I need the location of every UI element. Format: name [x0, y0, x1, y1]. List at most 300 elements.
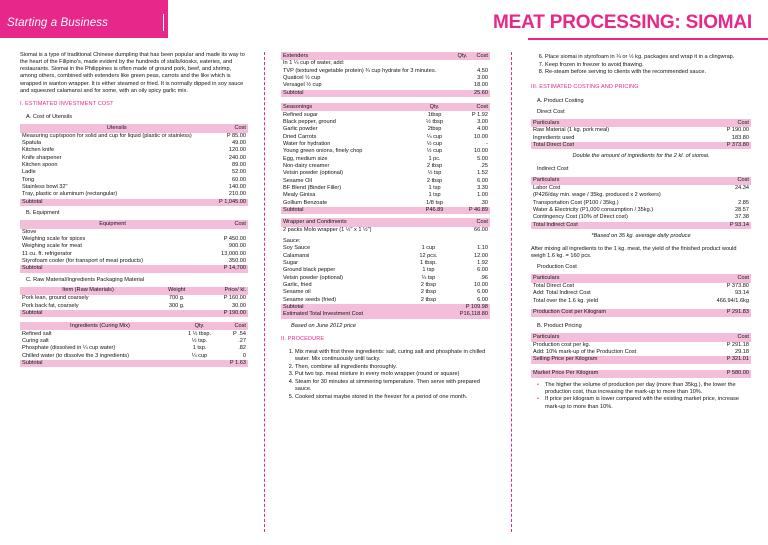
table-cell: Sesame seeds (fried): [283, 296, 337, 303]
table-cell: Spatula: [22, 140, 41, 147]
seasoning-row: [281, 141, 490, 148]
table-cell: 2 tbsp: [420, 289, 437, 296]
table-cell: 93.14: [735, 290, 749, 297]
market-price-value: P 580.00: [726, 370, 749, 377]
curing-row: [20, 330, 248, 337]
seasoning-row: [281, 170, 490, 177]
table-cell: Vetsin powder (optional): [283, 170, 344, 177]
banner-divider: [163, 14, 164, 31]
table-cell: 700 g.: [168, 295, 185, 302]
column-header: Cost: [444, 218, 490, 226]
per-kg-value: P 291.83: [726, 309, 749, 316]
table-cell: 0: [242, 352, 246, 359]
utensil-row: [20, 155, 248, 162]
table-cell: Vetsin powder (optional): [283, 274, 344, 281]
utensil-row: [20, 140, 248, 147]
procedure-step: 1. Mix meat with first three ingredients: salt, curing salt and phosphate in chilled water. Mix continuously until tacky.: [295, 349, 490, 363]
subtotal-label: Subtotal: [281, 90, 455, 97]
table-cell: ¼ cup: [426, 133, 443, 140]
subsection-heading: B. Equipment: [26, 210, 60, 217]
utensil-row: [20, 169, 248, 176]
table-cell: .25: [480, 162, 488, 169]
table-cell: ¼ tsp: [421, 274, 436, 281]
utensil-row: [20, 177, 248, 184]
table-cell: [413, 227, 444, 234]
total-value: P 373.80: [697, 142, 751, 149]
table-cell: 183.80: [731, 134, 749, 141]
table-cell: TVP (textured vegetable protein) ¾ cup hydrate for 3 minutes.: [283, 67, 437, 74]
table-cell: Ground black pepper: [283, 267, 336, 274]
column-header: Qty.: [455, 52, 470, 60]
table-cell: Black pepper, ground: [283, 118, 336, 125]
table-cell: 6.00: [477, 267, 488, 274]
table-cell: 1.00: [477, 192, 488, 199]
table-cell: Young green onions, finely chop: [283, 148, 363, 155]
table-cell: 60.00: [232, 176, 246, 183]
table-cell: Sugar: [283, 259, 298, 266]
utensil-row: [20, 133, 248, 140]
direct-cost-row: [531, 135, 751, 142]
table-cell: Transportation Cost (P100 / 35kg.): [533, 199, 619, 206]
price-basis-note: Based on June 2012 price: [291, 322, 356, 329]
table-cell: 1 cup: [421, 245, 436, 252]
seasoning-row: [281, 133, 490, 140]
sauce-row: [281, 289, 490, 296]
table-cell: Water for hydration: [283, 140, 331, 147]
market-price-bar: [531, 370, 751, 378]
table-cell: Contingency Cost (10% of Direct cost): [533, 214, 628, 221]
sauce-row: [281, 260, 490, 267]
utensils-table: [20, 124, 248, 206]
column-header: Particulars: [531, 274, 675, 282]
table-cell: Stove: [22, 228, 37, 235]
column-divider: [511, 52, 512, 532]
seasoning-row: [281, 148, 490, 155]
subsection-heading: C. Raw Material/Ingredients Packaging Material: [26, 276, 145, 283]
table-cell: 120.00: [228, 147, 246, 154]
subtotal-value: P 1,045.00: [214, 199, 249, 206]
table-cell: .82: [238, 345, 246, 352]
column-2: [281, 52, 490, 402]
table-cell: P 160.00: [223, 295, 246, 302]
sauce-row: [281, 297, 490, 304]
table-cell: 140.00: [228, 184, 246, 191]
subtotal-value: 25.60: [470, 90, 490, 97]
total-label: Total Direct Cost: [531, 142, 697, 149]
table-cell: 1/8 tsp: [426, 199, 443, 206]
column-header: Qty.: [417, 103, 452, 111]
procedure-step: 7. Keep frozen in freezer to avoid thawing.: [545, 62, 751, 69]
table-cell: [455, 60, 470, 67]
indirect-cost-row: [531, 199, 751, 206]
seasoning-row: [281, 185, 490, 192]
subtotal-value: P 46.89: [452, 207, 490, 214]
subtotal-value: P 190.00: [197, 310, 248, 317]
pricing-table: [531, 333, 751, 363]
equipment-row: [20, 243, 248, 250]
direct-cost-note: Double the amount of ingredients for the 2 kl. of siomai.: [572, 153, 710, 160]
table-cell: Ingredients used: [533, 134, 575, 141]
table-cell: P 190.00: [726, 127, 749, 134]
table-cell: 6.00: [477, 177, 488, 184]
sauce-row: [281, 282, 490, 289]
curing-row: [20, 353, 248, 360]
utensil-row: [20, 147, 248, 154]
table-cell: ½ tbsp: [426, 118, 443, 125]
subtotal-label: Subtotal: [281, 207, 417, 214]
table-cell: 3.00: [477, 118, 488, 125]
section-banner: [0, 0, 168, 38]
column-header: Qty.: [180, 322, 219, 330]
column-header: Equipment: [20, 220, 205, 228]
table-cell: Pork back fat, coarsely: [22, 302, 79, 309]
table-cell: P 373.80: [726, 282, 749, 289]
table-cell: Weighing scale for spices: [22, 235, 86, 242]
table-cell: Measuring cup/spoon for solid and cup for liquid (plastic or stainless): [22, 132, 192, 139]
extender-row: [281, 60, 490, 67]
selling-price-value: P 321.01: [708, 356, 751, 363]
table-cell: 2 packs Molo wrapper (1 ½" x 1 ½"): [283, 226, 372, 233]
table-cell: 29.18: [735, 349, 749, 356]
procedure-step: 5. Cooked siomai maybe stored in the freezer for a period of one month.: [295, 394, 490, 401]
table-cell: 49.00: [232, 140, 246, 147]
table-cell: 1 pc.: [428, 155, 441, 162]
table-cell: Water & Electricity (P1,000 consumption / 35kg.): [533, 206, 654, 213]
procedure-step: 4. Steam for 30 minutes at simmering temperature. Then serve with prepared sauce.: [295, 379, 490, 393]
column-header: Cost: [718, 177, 751, 185]
total-investment-label: Estimated Total Investment Cost: [281, 311, 413, 318]
table-cell: [455, 75, 470, 82]
column-header: Cost: [452, 103, 490, 111]
column-header: Wrapper and Condiments: [281, 218, 413, 226]
table-cell: Gollium Benzoate: [283, 199, 328, 206]
table-cell: Soy Sauce: [283, 245, 311, 252]
production-cost-per-kg: [531, 309, 751, 317]
sauce-label: Sauce:: [283, 237, 301, 244]
utensil-row: [20, 162, 248, 169]
table-cell: 1 ½ tbsp.: [188, 330, 212, 337]
production-cost-table: [531, 274, 751, 304]
table-cell: ¼ cup: [191, 352, 208, 359]
table-cell: 28.57: [735, 206, 749, 213]
pricing-row: [531, 342, 751, 349]
table-cell: Refined salt: [22, 330, 52, 337]
table-cell: Refined sugar: [283, 111, 318, 118]
subtotal-label: Subtotal: [20, 199, 214, 206]
table-cell: Versagel ½ cup: [283, 82, 322, 89]
table-cell: Knife sharpener: [22, 154, 62, 161]
column-header: Cost: [470, 52, 490, 60]
table-cell: 10.00: [474, 133, 488, 140]
subtotal-label: Subtotal: [20, 360, 180, 367]
table-cell: Mealy Ginisa: [283, 192, 316, 199]
table-cell: Add: 10% mark-up of the Production Cost: [533, 349, 637, 356]
table-cell: Total Direct Cost: [533, 282, 575, 289]
table-cell: .27: [238, 337, 246, 344]
table-cell: ½ cup: [426, 140, 443, 147]
seasoning-row: [281, 192, 490, 199]
section-heading: III. ESTIMATED COSTING AND PRICING: [531, 84, 639, 91]
table-cell: Raw Material (1 kg. pork meal): [533, 127, 610, 134]
seasoning-row: [281, 126, 490, 133]
seasoning-row: [281, 200, 490, 207]
raw-material-row: [20, 302, 248, 309]
utensil-row: [20, 191, 248, 198]
table-cell: Labor Cost (P426/day min. wage / 35kg. produced x 2 workers): [533, 185, 661, 199]
table-cell: Kitchen spoon: [22, 162, 58, 169]
seasoning-row: [281, 163, 490, 170]
procedure-step: 8. Re-steam before serving to clients with the recommended sauce.: [545, 69, 751, 76]
subtotal-label: Subtotal: [20, 310, 156, 317]
direct-cost-row: [531, 127, 751, 134]
subsection-heading: B. Product Pricing: [537, 323, 582, 330]
table-cell: 11 cu. ft. refrigerator: [22, 250, 72, 257]
per-kg-label: Production Cost per Kilogram: [533, 309, 607, 316]
table-cell: Tong: [22, 176, 35, 183]
table-cell: 66.00: [474, 226, 488, 233]
table-cell: Kitchen knife: [22, 147, 55, 154]
column-header: Item (Raw Materials): [20, 287, 156, 295]
table-cell: Garlic powder: [283, 126, 318, 133]
table-cell: 4.50: [477, 67, 488, 74]
equipment-row: [20, 258, 248, 265]
market-price-label: Market Price Per Kilogram: [533, 370, 599, 377]
table-cell: 900.00: [228, 243, 246, 250]
seasonings-table: [281, 103, 490, 214]
table-cell: In 1 ¼ cup of water, add:: [283, 60, 345, 67]
title-rule: [528, 38, 768, 40]
table-cell: 3.00: [477, 75, 488, 82]
total-value: P 93.14: [718, 222, 751, 229]
procedure-step: 2. Then, combine all ingredients thoroughly.: [295, 364, 490, 371]
subsection-heading: A. Product Costing: [537, 97, 584, 104]
equipment-row: [20, 229, 248, 236]
sauce-row: [281, 267, 490, 274]
table-cell: 89.00: [232, 162, 246, 169]
selling-price-label: Selling Price per Kilogram: [531, 356, 708, 363]
table-cell: P 85.00: [226, 132, 246, 139]
indirect-cost-table: [531, 177, 751, 229]
column-header: Cost: [708, 333, 751, 341]
wrapper-table: [281, 218, 490, 318]
utensil-row: [20, 184, 248, 191]
table-cell: Garlic, fried: [283, 281, 312, 288]
yield-paragraph: After mixing all ingredients to the 1 kg. meat, the yield of the finished product would weigh 1.6 kg. = 160 pcs.: [531, 246, 737, 260]
table-cell: P 450.00: [223, 235, 246, 242]
production-cost-heading: Production Cost: [537, 264, 577, 271]
indirect-cost-note: *Based on 35 kg. average daily produce: [591, 232, 691, 239]
procedure-step: 3. Put two tsp. meat mixture in every molo wrapper (round or square): [295, 371, 490, 378]
table-cell: 1 tsp.: [192, 345, 207, 352]
table-cell: 4.00: [477, 126, 488, 133]
table-cell: 1 tsp: [428, 192, 441, 199]
table-cell: Sesame oil: [283, 289, 311, 296]
table-cell: Production cost per kg.: [533, 341, 591, 348]
wrapper-row: [281, 227, 490, 234]
table-cell: Sesame Oil: [283, 177, 312, 184]
table-cell: .96: [480, 274, 488, 281]
table-cell: 1.52: [477, 170, 488, 177]
pricing-note: • The higher the volume of production per day (more than 35kg.), the lower the production cost, thus increasing the mark-up to more than 10%.: [537, 382, 751, 396]
table-cell: 2 tbsp: [426, 162, 443, 169]
extender-row: [281, 82, 490, 89]
table-cell: 1.92: [477, 259, 488, 266]
subtotal-qty: P46.89: [417, 207, 452, 214]
table-cell: 12.00: [474, 252, 488, 259]
sauce-row: [281, 253, 490, 260]
column-header: Cost: [205, 220, 248, 228]
procedure-list-continued: [545, 54, 751, 76]
table-cell: Styrofoam cooler (for transport of meat products): [22, 258, 143, 264]
extenders-table: [281, 52, 490, 97]
intro-paragraph: Siomai is a type of traditional Chinese dumpling that has been popular and made its way to the heart of the Filipino's, made evident by the hundreds of stalls/kiosks, eateries, and restaurants. Siomai in the Philippines is often made of ground pork, beef, and shrimp, among others, combined with extenders like green peas, carrots and the like which is wrapped in wanton wrapper. It is either steamed or fried. It is normally dipped in soy sauce and squeezed calamansi and for some, with an oily spicy garlic mix.: [20, 52, 245, 94]
column-header: Weight: [156, 287, 197, 295]
subtotal-label: Subtotal: [20, 265, 205, 272]
column-header: Utensils: [20, 124, 214, 132]
curing-row: [20, 338, 248, 345]
production-cost-row: [531, 283, 751, 290]
table-cell: 1 tsp: [422, 267, 435, 274]
table-cell: 350.00: [228, 258, 246, 264]
table-cell: 1 tsp: [428, 184, 441, 191]
table-cell: 2 tbsp: [420, 296, 437, 303]
seasoning-row: [281, 111, 490, 118]
seasoning-row: [281, 178, 490, 185]
curing-row: [20, 345, 248, 352]
table-cell: 210.00: [228, 191, 246, 198]
table-cell: 30.00: [232, 302, 246, 309]
column-header: Cost: [214, 124, 249, 132]
indirect-cost-heading: Indirect Cost: [537, 166, 569, 173]
table-cell: Non-dairy creamer: [283, 162, 330, 169]
section-label: Starting a Business: [7, 17, 108, 29]
column-header: Particulars: [531, 119, 697, 127]
table-cell: P 1.92: [471, 111, 488, 118]
table-cell: Tray, plastic or aluminum (rectangular): [22, 191, 118, 198]
column-header: Price/ kl.: [197, 287, 248, 295]
table-cell: .30: [480, 199, 488, 206]
table-cell: [455, 82, 470, 89]
table-cell: 240.00: [228, 154, 246, 161]
raw-material-row: [20, 295, 248, 302]
sauce-row: [281, 275, 490, 282]
seasoning-row: [281, 119, 490, 126]
table-cell: 466.94/1.6kg: [716, 297, 749, 304]
production-cost-row: [531, 290, 751, 297]
table-cell: 12 pcs.: [419, 252, 438, 259]
table-cell: [205, 229, 248, 236]
column-header: Seasonings: [281, 103, 417, 111]
column-3: [531, 52, 751, 411]
procedure-list: [295, 349, 490, 401]
table-cell: [470, 60, 490, 67]
table-cell: Quaticel ½ cup: [283, 75, 321, 82]
table-cell: Curing salt: [22, 337, 49, 344]
table-cell: 18.00: [474, 82, 488, 89]
column-header: Ingredients (Curing Mix): [20, 322, 180, 330]
table-cell: P .54: [233, 330, 246, 337]
table-cell: [455, 68, 470, 75]
raw-material-table: [20, 287, 248, 317]
total-label: Total Indirect Cost: [531, 222, 718, 229]
column-header: Cost: [675, 274, 751, 282]
table-cell: Ladle: [22, 169, 36, 176]
column-header: Particulars: [531, 177, 718, 185]
table-cell: 2.85: [738, 199, 749, 206]
table-cell: 24.34: [735, 185, 749, 192]
table-cell: Stainless bowl 32": [22, 184, 68, 191]
table-cell: 13,000.00: [221, 250, 246, 257]
column-header: Cost: [697, 119, 751, 127]
table-cell: 10.00: [474, 281, 488, 288]
table-cell: 2 tbsp: [426, 177, 443, 184]
column-header: Particulars: [531, 333, 708, 341]
table-cell: Weighing scale for meat: [22, 243, 82, 250]
table-cell: Calamansi: [283, 252, 310, 259]
pricing-note: • If price per kilogram is lower compared with the existing market price, increase mark-up to more than 10%.: [537, 396, 751, 410]
column-1: [20, 52, 248, 371]
subtotal-value: P 14,700: [205, 265, 248, 272]
table-cell: 3.30: [477, 184, 488, 191]
seasoning-row: [281, 155, 490, 162]
table-cell: ½ tsp: [427, 170, 442, 177]
column-header: Cost: [219, 322, 248, 330]
table-cell: Total over the 1.6 kg. yield: [533, 297, 598, 304]
table-cell: 6.00: [477, 289, 488, 296]
table-cell: 1tbsp: [427, 111, 442, 118]
table-cell: Add: Total Indirect Cost: [533, 290, 591, 297]
table-cell: Egg, medium size: [283, 155, 328, 162]
indirect-cost-row: [531, 207, 751, 214]
section-heading: I. ESTIMATED INVESTMENT COST: [20, 100, 114, 107]
table-cell: 1.10: [477, 245, 488, 252]
table-cell: 2 tbsp: [420, 281, 437, 288]
indirect-cost-row: [531, 185, 751, 200]
table-cell: 37.38: [735, 214, 749, 221]
subsection-heading: A. Cost of Utensils: [26, 114, 73, 121]
table-cell: P 291.18: [726, 341, 749, 348]
sauce-row: [281, 245, 490, 252]
table-cell: BF Blend (Binder Filler): [283, 184, 342, 191]
production-cost-row: [531, 298, 751, 305]
subtotal-value: P 1.63: [219, 360, 248, 367]
direct-cost-table: [531, 119, 751, 149]
table-cell: ½ cup: [426, 148, 443, 155]
table-cell: Phosphate (dissolved in ¼ cup water): [22, 345, 116, 352]
extender-row: [281, 68, 490, 75]
page-title: MEAT PROCESSING: SIOMAI: [493, 12, 752, 33]
table-cell: Pork lean, ground coarsely: [22, 295, 89, 302]
table-cell: Dried Carrots: [283, 133, 317, 140]
direct-cost-heading: Direct Cost: [537, 108, 565, 115]
pricing-notes-list: [537, 382, 751, 411]
section-heading: II. PROCEDURE: [281, 335, 325, 342]
table-cell: 10.00: [474, 148, 488, 155]
table-cell: 52.00: [232, 169, 246, 176]
indirect-cost-row: [531, 214, 751, 221]
procedure-step: 6. Place siomai in styrofoam in ¼ or ½ kg. packages and wrap it in a clingwrap.: [545, 54, 751, 61]
subtotal-value: P 109.98: [444, 304, 490, 311]
table-cell: 300 g.: [168, 302, 185, 309]
table-cell: 5.00: [477, 155, 488, 162]
pricing-row: [531, 349, 751, 356]
table-cell: Chilled water (to dissolve the 3 ingredients): [22, 352, 129, 359]
total-investment-value: P16,118.80: [444, 311, 490, 318]
table-cell: 1 tbsp.: [420, 259, 437, 266]
equipment-row: [20, 251, 248, 258]
column-header: Extenders: [281, 52, 455, 60]
table-cell: ½ tsp.: [191, 337, 208, 344]
